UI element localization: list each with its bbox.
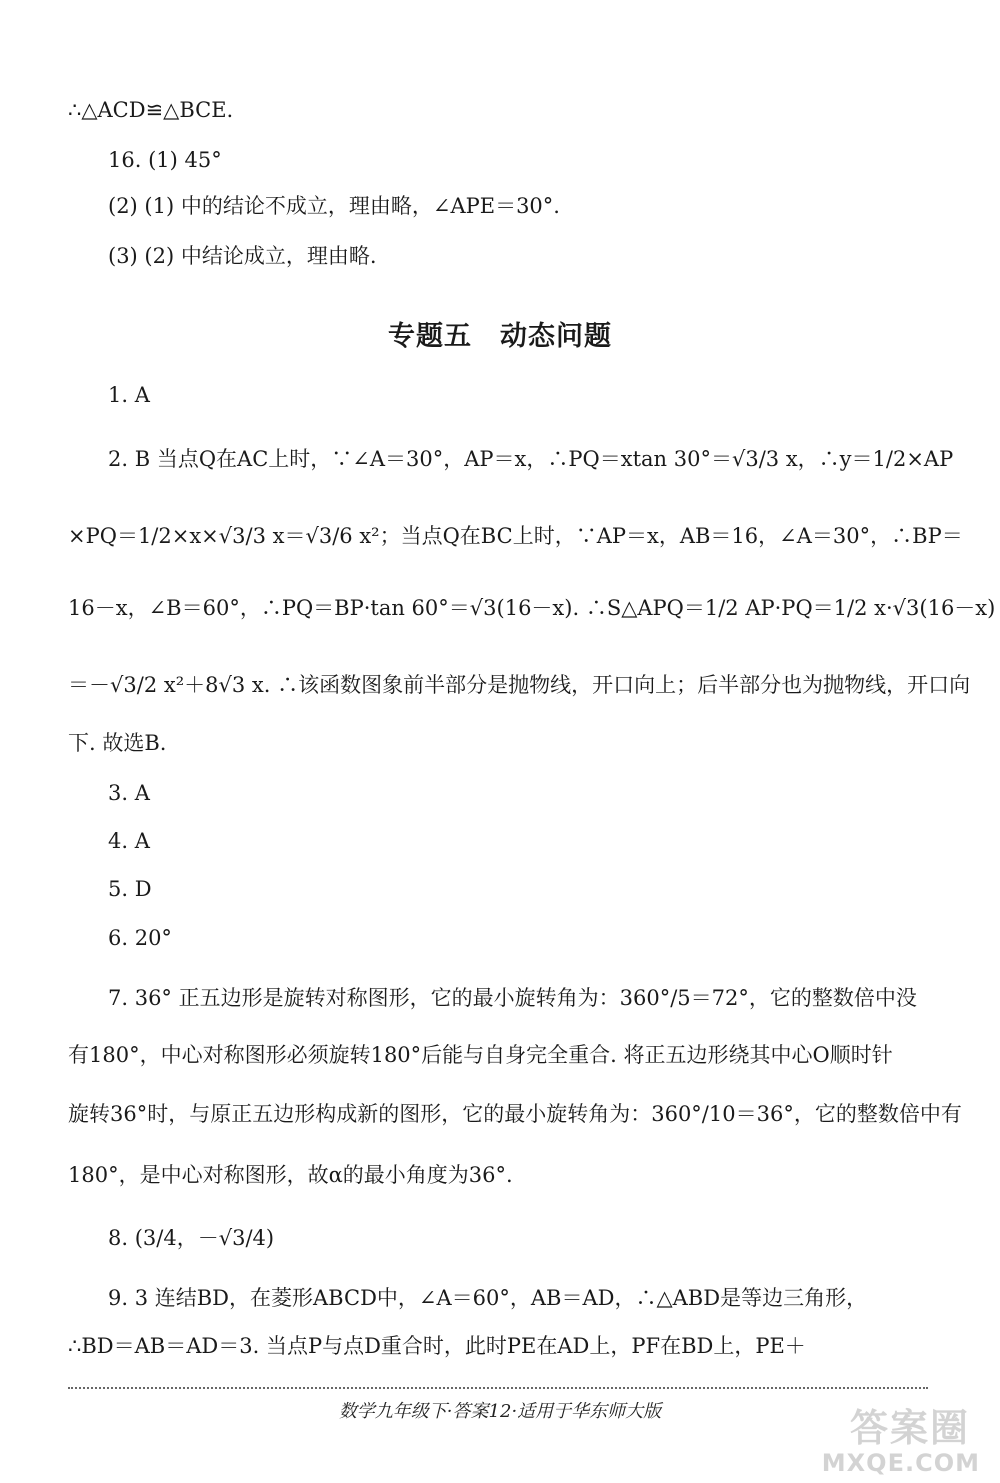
watermark-top: 答案圈 [849, 1406, 970, 1450]
text-line: 3. A [108, 781, 150, 805]
page-footer: 数学九年级下·答案12·适用于华东师大版 [338, 1401, 662, 1422]
text-line: 16. (1) 45° [108, 148, 222, 172]
text-line: (2) (1) 中的结论不成立，理由略，∠APE＝30°. [108, 194, 560, 218]
text-line: 7. 36° 正五边形是旋转对称图形，它的最小旋转角为：360°/5＝72°，它的整数倍中没 [108, 986, 917, 1010]
text-line: 旋转36°时，与原正五边形构成新的图形，它的最小旋转角为：360°/10＝36°，它的整数倍中有 [68, 1102, 962, 1126]
footer-rule [68, 1387, 928, 1389]
text-line: ∴BD＝AB＝AD＝3. 当点P与点D重合时，此时PE在AD上，PF在BD上，PE＋ [68, 1334, 806, 1358]
text-line: 8. (3/4，－√3/4) [108, 1226, 275, 1250]
text-line: 9. 3 连结BD，在菱形ABCD中，∠A＝60°，AB＝AD，∴△ABD是等边三角形， [108, 1286, 868, 1310]
text-line: 16－x，∠B＝60°，∴PQ＝BP·tan 60°＝√3(16－x). ∴S△APQ＝1/2 AP·PQ＝1/2 x·√3(16－x) [68, 596, 996, 620]
text-line: 6. 20° [108, 926, 172, 950]
section-title: 专题五 动态问题 [388, 321, 612, 352]
watermark-bottom: MXQE.COM [821, 1449, 980, 1477]
text-line: (3) (2) 中结论成立，理由略. [108, 244, 377, 268]
text-line: ＝－√3/2 x²＋8√3 x. ∴该函数图象前半部分是抛物线，开口向上；后半部分也为抛物线，开口向 [68, 673, 971, 697]
text-line: ∴△ACD≌△BCE. [68, 98, 234, 122]
text-line: ×PQ＝1/2×x×√3/3 x＝√3/6 x²；当点Q在BC上时，∵AP＝x，AB＝16，∠A＝30°，∴BP＝ [68, 524, 963, 548]
text-line: 180°，是中心对称图形，故α的最小角度为36°. [68, 1163, 513, 1187]
watermark [810, 1397, 980, 1477]
text-line: 有180°，中心对称图形必须旋转180°后能与自身完全重合. 将正五边形绕其中心O顺时针 [68, 1043, 893, 1067]
text-line: 4. A [108, 829, 150, 853]
text-line: 5. D [108, 877, 152, 901]
text-line: 下. 故选B. [68, 731, 167, 755]
text-line: 2. B 当点Q在AC上时，∵∠A＝30°，AP＝x，∴PQ＝xtan 30°＝√3/3 x，∴y＝1/2×AP [108, 447, 954, 471]
text-line: 1. A [108, 383, 150, 407]
